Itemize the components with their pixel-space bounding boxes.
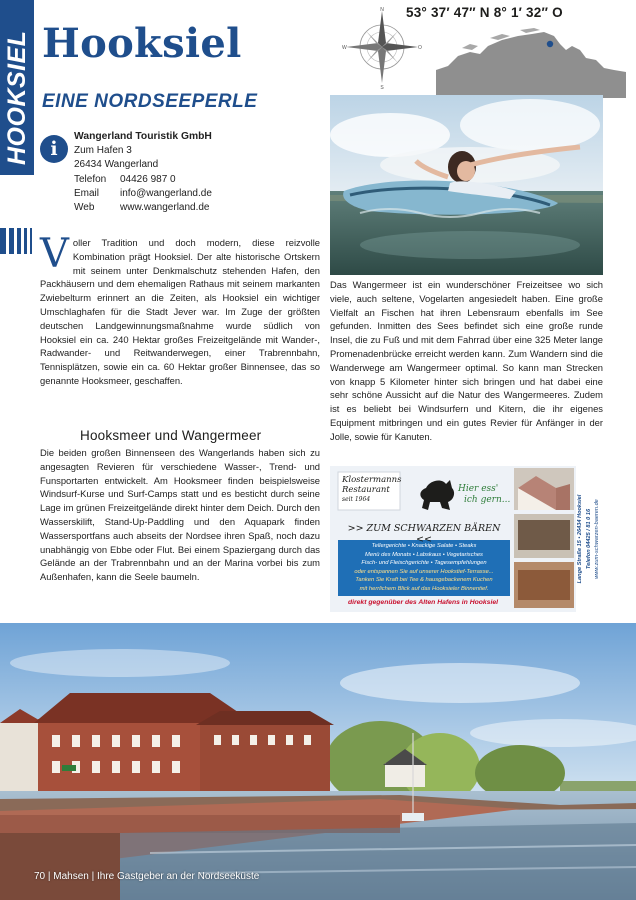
web-label: Web: [74, 202, 95, 214]
info-icon: i: [40, 135, 68, 163]
contact-city: 26434 Wangerland: [74, 159, 159, 171]
compass-n: N: [380, 7, 384, 13]
contact-street: Zum Hafen 3: [74, 145, 132, 157]
harbour-photo: [0, 623, 636, 900]
intro-text: oller Tradition und doch modern, diese reizvolle Kombination prägt Hooksiel. Der alte historische Ortskern mit seinem unter Denkmalschutz stehenden Hafen, den Packhäusern und dem ehemaligen Rathaus mit seinem markanten Zwiebelturm erinnert an die Zeiten, als Hooksiel ein wichtiger Umschlaghafen für die Stadt Jever war. Im Zuge der größten deutschen Landgewinnungsmaßnahme wurde südlich von Hooksiel ein ca. 240 Hektar großes Freizeitgelände mit Wander-, Radwander- und Reitwanderwegen, einer Trabrennbahn, Tennisplätzen, sowie ein ca. 60 Hektar großer Binnensee, das so genannte Hooksmeer, geschaffen.: [40, 237, 320, 386]
paddleboard-photo: [330, 95, 603, 275]
coordinates: 53° 37′ 47″ N 8° 1′ 32″ O: [406, 5, 563, 20]
ad-name: >> ZUM SCHWARZEN BÄREN <<: [347, 523, 501, 545]
email-label: Email: [74, 187, 100, 199]
ad-menu-line: oder entspannen Sie auf unserer Hookstief-Terrasse...: [354, 568, 494, 575]
ad-phone: Telefon 04425 / 81 0 16: [585, 508, 592, 570]
phone-value: 04426 987 0: [120, 173, 176, 185]
ad-menu-line: Fisch- und Fleischgerichte • Tagesempfehlungen: [361, 560, 487, 566]
restaurant-ad[interactable]: [330, 466, 603, 612]
page-title: Hooksiel: [42, 20, 242, 67]
ad-logo-line2: Restaurant: [342, 485, 390, 495]
locator-map: [436, 26, 626, 98]
compass-s: S: [380, 85, 384, 89]
ad-menu-line: Tellergerichte • Knackige Salate • Steaks: [371, 543, 477, 549]
ad-address-block: [576, 466, 603, 612]
location-marker: [547, 41, 553, 47]
ad-menu: [340, 542, 508, 593]
ad-address: Lange Straße 15 • 26434 Hooksiel: [577, 494, 583, 584]
ad-menu-line: Tanken Sie Kraft bei Tee & hausgebackenem Kuchen: [355, 577, 493, 583]
ad-web[interactable]: www.zum-schwarzen-baeren.de: [594, 499, 600, 579]
ad-menu-line: mit herrlichem Blick auf das Hooksieler Binnentief.: [359, 585, 489, 592]
compass-w: W: [342, 45, 347, 51]
phone-label: Telefon: [74, 173, 107, 185]
ad-script-line1: Hier ess': [458, 484, 499, 494]
wangermeer-paragraph: Das Wangermeer ist ein wunderschöner Freizeitsee wo sich viele, auch seltene, Vogelarten angesiedelt haben. Eine große Vielfalt an Fischen hat ihren Lebensraum ebenfalls im See gefunden. Inmitten des Sees befindet sich eine große runde Insel, die zu Fuß und mit dem Fahrrad über eine 325 Meter lange Promenadenbrücke erreicht werden kann. Zum Wandern sind die Wanderwege am Wangermeer optimal. So kann man Strecken von knapp 5 Kilometer hinter sich bringen und hat dabei eine sehr schöne Aussicht auf die Natur des Wangermeeres. Zudem ist es beliebt bei Windsurfern und Kitern, die ihr eigenes Equipment mitbringen und ein gutes Revier für Anfänger in der Jolle, sowie für Kanuten.: [330, 279, 603, 442]
ad-logo: [342, 475, 402, 505]
compass-e: O: [418, 45, 422, 51]
contact-org: Wangerland Touristik GmbH: [74, 131, 212, 142]
web-link[interactable]: www.wangerland.de: [120, 202, 210, 214]
page-footer: 70 | Mahsen | Ihre Gastgeber an der Nordseeküste: [34, 871, 260, 882]
ad-menu-line: Menü des Monats • Labskaus • Vegetarisches: [365, 551, 483, 558]
section-paragraph: Die beiden großen Binnenseen des Wangerlands haben sich zu angesagten Revieren für verschiedene Wasser-, Trend- und Funsportarten entwickelt. Am Hooksmeer finden beispielsweise Windsurf-Kurse und Surf-Camps statt und es besticht durch seine Lage im grünen Freizeitgelände direkt hinter dem Deich. Durch den Wasserskilift, Stand-Up-Paddling und den Aquapark finden Wassersportfans auch abseits der Nordsee ihren Spaß, noch dazu unabhängig von Ebbe oder Flut. Bei einem Spaziergang durch das Gelände an der Trabrennbahn und an der Marina vorbei bis zum Außenhafen, kann die Seele baumeln.: [40, 447, 320, 583]
page-subtitle: EINE NORDSEEPERLE: [42, 91, 258, 112]
side-label: HOOKSIEL: [3, 30, 31, 165]
email-link[interactable]: info@wangerland.de: [120, 187, 212, 199]
ad-script: [458, 484, 510, 506]
ad-since: seit 1964: [342, 496, 371, 503]
ad-tagline: direkt gegenüber des Alten Hafens in Hooksiel: [347, 599, 499, 606]
contact-block: [74, 130, 212, 215]
ad-logo-line1: Klostermanns: [342, 475, 402, 485]
drop-cap: V: [40, 231, 69, 277]
ad-script-line2: ich gern...: [464, 495, 511, 505]
intro-paragraph: [40, 231, 320, 388]
section-heading: Hooksmeer und Wangermeer: [80, 428, 262, 443]
